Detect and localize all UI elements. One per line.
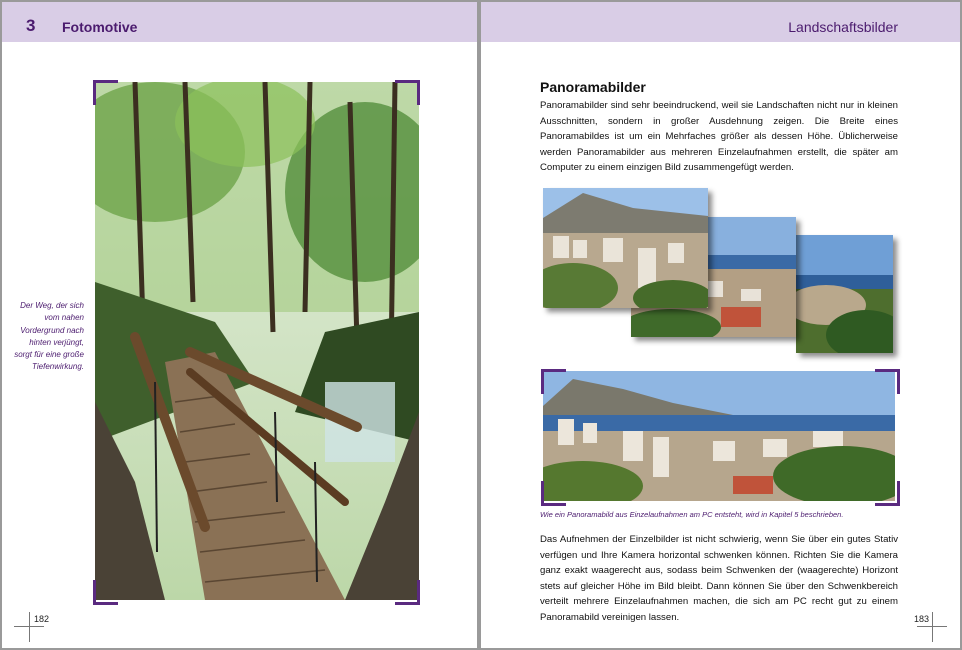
crop-mark-vertical-right [932, 612, 933, 642]
page-number-left: 182 [34, 614, 50, 624]
page-number-right: 183 [914, 614, 930, 624]
photo-margin-caption: Der Weg, der sich vom nahen Vordergrund nach hinten verjüngt, sorgt für eine große Tiefenwirkung. [14, 301, 84, 372]
single-shot-3 [796, 235, 893, 353]
city-coast-illustration-3 [796, 235, 893, 353]
panorama-corner-top-right [875, 369, 900, 394]
chapter-title: Fotomotive [62, 19, 138, 35]
chapter-number: 3 [26, 16, 36, 35]
section-title: Landschaftsbilder [788, 19, 898, 35]
right-page [481, 2, 960, 648]
panorama-corner-bottom-right [875, 481, 900, 506]
stitched-panorama-photo [543, 371, 895, 501]
crop-mark-vertical [29, 612, 30, 642]
frame-corner-top-left [93, 80, 118, 105]
body-paragraph: Das Aufnehmen der Einzelbilder ist nicht schwierig, wenn Sie über ein gutes Stativ verfügen und Ihre Kamera horizontal schwenken können. Richten Sie die Kamera ganz exakt waagerecht aus, sodass beim Schwenken der (waagerechte) Horizont stets auf gleicher Höhe im Bild bleibt. Dann können Sie über den Schwenkbereich verteilt mehrere Einzelaufnahmen machen, die sich am PC recht gut zu einem Panoramabild vereinigen lassen. [540, 534, 898, 623]
forest-bridge-photo [95, 82, 419, 600]
panorama-illustration [543, 371, 895, 501]
city-coast-illustration-1 [543, 188, 708, 308]
chapter-header-band [2, 2, 477, 42]
forest-bridge-illustration [95, 82, 419, 600]
frame-corner-bottom-right [395, 580, 420, 605]
frame-corner-bottom-left [93, 580, 118, 605]
intro-paragraph: Panoramabilder sind sehr beeindruckend, weil sie Landschaften nicht nur in kleinen Ausschnitten, sondern in großer Ausdehnung zeigen. Die Breite eines Panoramabildes ist um ein Mehrfaches größer als dessen Höhe. Üblicherweise werden Panoramabilder aus mehreren Einzelaufnahmen erstellt, die später am Computer zu einem einzigen Bild zusammengefügt werden. [540, 100, 898, 173]
section-heading: Panoramabilder [540, 79, 646, 95]
panorama-corner-bottom-left [541, 481, 566, 506]
figure-caption: Wie ein Panoramabild aus Einzelaufnahmen am PC entsteht, wird in Kapitel 5 beschrieben. [540, 510, 844, 519]
section-header-band [481, 2, 960, 42]
left-page [2, 2, 477, 648]
frame-corner-top-right [395, 80, 420, 105]
single-shot-1 [543, 188, 708, 308]
panorama-corner-top-left [541, 369, 566, 394]
